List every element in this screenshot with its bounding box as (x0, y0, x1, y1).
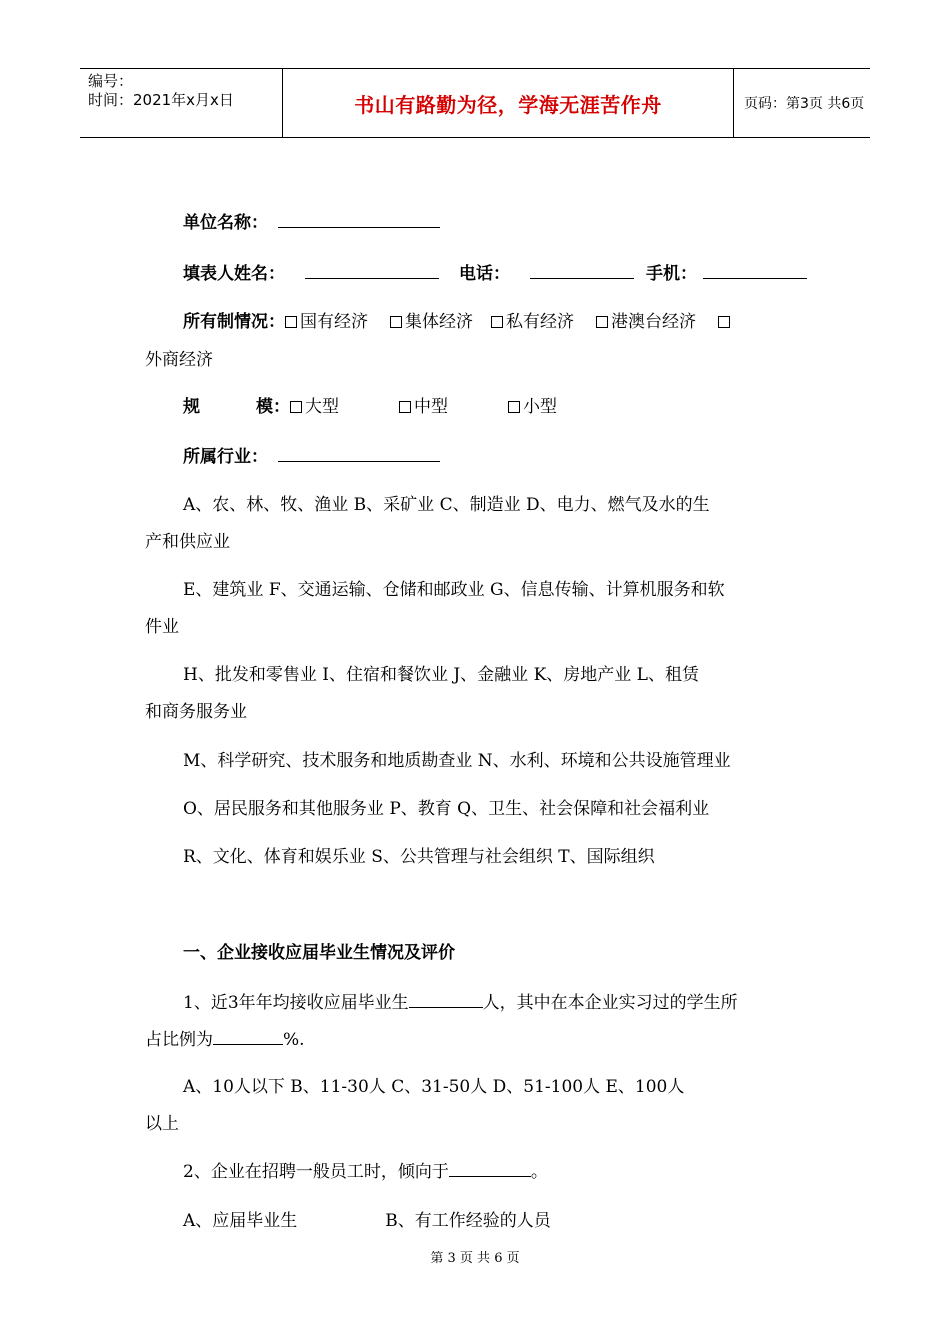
q1-graduates-field[interactable] (409, 989, 483, 1008)
industry-field[interactable] (278, 443, 440, 462)
ownership-checkbox-collective[interactable] (390, 316, 402, 328)
phone-field[interactable] (530, 260, 634, 279)
q2-row (183, 1157, 548, 1182)
mobile-label: 手机： (646, 264, 697, 284)
header-time: 时间：2021年x月x日 (88, 91, 234, 109)
header-page: 页码：第3页 共6页 (744, 96, 865, 112)
ownership-option-state: 国有经济 (300, 312, 368, 332)
q2-text-a: 2、企业在招聘一般员工时，倾向于 (183, 1162, 449, 1182)
unit-name-label: 单位名称： (183, 213, 268, 233)
q1-text-a: 1、近3年年均接收应届毕业生 (183, 993, 409, 1013)
q2-options (183, 1206, 551, 1231)
ownership-label: 所有制情况： (183, 312, 285, 332)
q1-ratio-field[interactable] (213, 1026, 283, 1045)
scale-checkbox-medium[interactable] (399, 401, 411, 413)
ownership-checkbox-private[interactable] (491, 316, 503, 328)
ownership-checkbox-foreign[interactable] (718, 316, 730, 328)
scale-option-small: 小型 (523, 397, 557, 417)
q1-text-d: %. (283, 1030, 305, 1050)
ownership-checkbox-hk-macau-tw[interactable] (596, 316, 608, 328)
section1-title: 一、企业接收应届毕业生情况及评价 (183, 943, 455, 963)
q2-text-b: 。 (530, 1162, 548, 1182)
ownership-option-collective: 集体经济 (405, 312, 473, 332)
filler-name-label: 填表人姓名： (183, 264, 285, 284)
q1-text-b: 人，其中在本企业实习过的学生所 (482, 993, 738, 1013)
q1-options: A、10人以下 B、11-30人 C、31-50人 D、51-100人 E、100人 (183, 1077, 685, 1097)
industry-row (183, 442, 440, 467)
unit-name-field[interactable] (278, 209, 440, 228)
q1-options-b: 以上 (145, 1114, 179, 1134)
ownership-checkbox-state[interactable] (285, 316, 297, 328)
scale-option-medium: 中型 (414, 397, 448, 417)
industry-line-3: H、批发和零售业 I、住宿和餐饮业 J、金融业 K、房地产业 L、租赁 (183, 665, 699, 685)
page-footer: 第 3 页 共 6 页 (430, 1251, 520, 1266)
header-meta (80, 69, 282, 137)
q2-option-b: B、有工作经验的人员 (385, 1211, 551, 1231)
scale-row (183, 392, 557, 417)
scale-checkbox-small[interactable] (508, 401, 520, 413)
q1-text-c: 占比例为 (145, 1030, 213, 1050)
industry-line-3b: 和商务服务业 (145, 702, 247, 722)
scale-label-2: 模： (256, 397, 290, 417)
page-header (80, 68, 870, 138)
industry-line-1b: 产和供应业 (145, 532, 230, 552)
filler-name-field[interactable] (305, 260, 439, 279)
industry-line-1: A、农、林、牧、渔业 B、采矿业 C、制造业 D、电力、燃气及水的生 (183, 495, 710, 515)
industry-line-4: M、科学研究、技术服务和地质勘查业 N、水利、环境和公共设施管理业 (183, 751, 731, 771)
q1-row-2 (145, 1025, 305, 1050)
industry-label: 所属行业： (183, 447, 268, 467)
header-motto: 书山有路勤为径，学海无涯苦作舟 (354, 92, 662, 117)
ownership-option-private: 私有经济 (506, 312, 574, 332)
header-number: 编号： (88, 72, 134, 90)
header-motto-cell (282, 69, 734, 137)
scale-checkbox-large[interactable] (290, 401, 302, 413)
q1-row (183, 988, 738, 1013)
scale-option-large: 大型 (305, 397, 339, 417)
industry-line-6: R、文化、体育和娱乐业 S、公共管理与社会组织 T、国际组织 (183, 847, 655, 867)
scale-label-1: 规 (183, 397, 200, 417)
ownership-row (183, 307, 733, 332)
industry-line-5: O、居民服务和其他服务业 P、教育 Q、卫生、社会保障和社会福利业 (183, 799, 710, 819)
q2-answer-field[interactable] (449, 1158, 531, 1177)
industry-line-2: E、建筑业 F、交通运输、仓储和邮政业 G、信息传输、计算机服务和软 (183, 580, 725, 600)
contact-row (183, 259, 807, 284)
unit-name-row (183, 208, 440, 233)
phone-label: 电话： (459, 264, 510, 284)
ownership-option-hk-macau-tw: 港澳台经济 (611, 312, 696, 332)
ownership-option-foreign: 外商经济 (145, 350, 213, 370)
mobile-field[interactable] (703, 260, 807, 279)
industry-line-2b: 件业 (145, 617, 179, 637)
q2-option-a: A、应届毕业生 (183, 1211, 298, 1231)
